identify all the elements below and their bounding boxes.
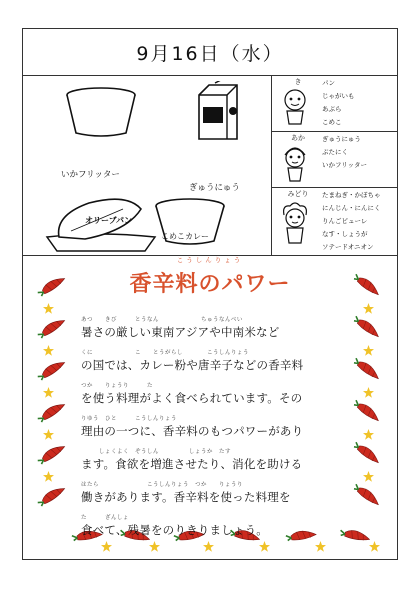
article-heading: 香辛料のパワー — [129, 272, 291, 297]
line-ruby: りゆう ひと こうしんりょう — [81, 416, 178, 422]
article-body — [81, 315, 349, 546]
article-section — [23, 255, 397, 559]
chili-pepper-icon — [348, 435, 387, 471]
group-label: き — [294, 78, 302, 86]
line-ruby: しょくよく ぞうしん しょうか たす — [81, 449, 232, 455]
article-line — [81, 513, 349, 546]
group-item: いかフリッター — [322, 161, 367, 169]
dish-label-milk: ぎゅうにゅう — [189, 183, 240, 193]
line-text: を使う料理がよく食べられています。その — [81, 391, 303, 405]
group-item: にんじん・にんにく — [322, 204, 381, 212]
line-text: ます。食欲を増進させたり、消化を助ける — [81, 457, 303, 471]
menu-section — [23, 75, 397, 256]
group-items — [322, 189, 396, 254]
food-group-red — [272, 131, 397, 188]
group-items — [322, 77, 396, 129]
group-item: なす・しょうが — [322, 230, 368, 238]
group-item: ソテードオニオン — [322, 243, 374, 251]
article-line — [81, 447, 349, 480]
chili-pepper-icon — [32, 435, 71, 471]
article-line — [81, 381, 349, 414]
star-icon — [369, 541, 380, 552]
line-ruby: くに こ とうがらし こうしんりょう — [81, 350, 250, 356]
line-text: 食べて、残暑をのりきりましょう。 — [81, 523, 268, 537]
chili-pepper-icon — [348, 351, 387, 387]
dish-label-olive-bread: オリーブパン — [85, 216, 132, 225]
group-label: あか — [291, 134, 305, 142]
star-icon — [43, 471, 54, 482]
chili-pepper-icon — [32, 477, 71, 513]
group-item: こめこ — [322, 118, 342, 126]
line-text: 暑さの厳しい東南アジアや中南米など — [81, 325, 280, 339]
food-group-yellow — [272, 75, 397, 132]
line-ruby: た ざんしょ — [81, 515, 130, 521]
dish-illustrations — [23, 75, 272, 255]
squid-fritter-bowl-icon — [63, 85, 139, 143]
milk-carton-icon — [193, 81, 243, 145]
line-ruby: あつ きび とうなん ちゅうなんべい — [81, 317, 243, 323]
chili-pepper-icon — [348, 309, 387, 345]
group-label: みどり — [287, 190, 309, 198]
date-title: 9月16日（水） — [136, 42, 284, 65]
group-item: パン — [322, 79, 335, 87]
star-icon — [43, 429, 54, 440]
heading-ruby: こうしんりょう — [176, 256, 244, 264]
yellow-character-icon — [280, 87, 310, 127]
article-line — [81, 414, 349, 447]
chili-pepper-icon — [32, 351, 71, 387]
group-item: りんごピューレ — [322, 217, 368, 225]
group-item: たまねぎ・かぼちゃ — [322, 191, 381, 199]
line-text: 理由の一つに、香辛料のもつパワーがあり — [81, 424, 304, 438]
line-ruby: はたら こうしんりょう つか りょうり — [81, 482, 244, 488]
chili-pepper-icon — [32, 309, 71, 345]
article-line — [81, 348, 349, 381]
line-text: の国では、カレー粉や唐辛子などの香辛料 — [81, 358, 304, 372]
star-icon — [43, 387, 54, 398]
line-ruby: つか りょうり た — [81, 383, 154, 389]
group-item: あぶら — [322, 105, 342, 113]
food-groups — [272, 75, 397, 255]
group-item: ぎゅうにゅう — [322, 135, 361, 143]
chili-pepper-icon — [348, 393, 387, 429]
food-group-green — [272, 187, 397, 255]
red-character-icon — [280, 143, 310, 183]
dish-label-squid-fritter: いかフリッター — [61, 170, 120, 180]
chili-pepper-icon — [348, 477, 387, 513]
chili-pepper-icon — [32, 393, 71, 429]
group-items — [322, 133, 396, 172]
group-item: ぶたにく — [322, 148, 348, 156]
group-item: じゃがいも — [322, 92, 355, 100]
star-icon — [43, 303, 54, 314]
article-line — [81, 480, 349, 513]
star-icon — [43, 345, 54, 356]
green-character-icon — [280, 201, 310, 247]
dish-label-rice-flour-curry: こめこカレー — [161, 232, 209, 241]
article-line — [81, 315, 349, 348]
title-row — [23, 29, 397, 76]
menu-sheet — [22, 28, 398, 560]
line-text: 働きがあります。香辛料を使った料理を — [81, 490, 291, 504]
